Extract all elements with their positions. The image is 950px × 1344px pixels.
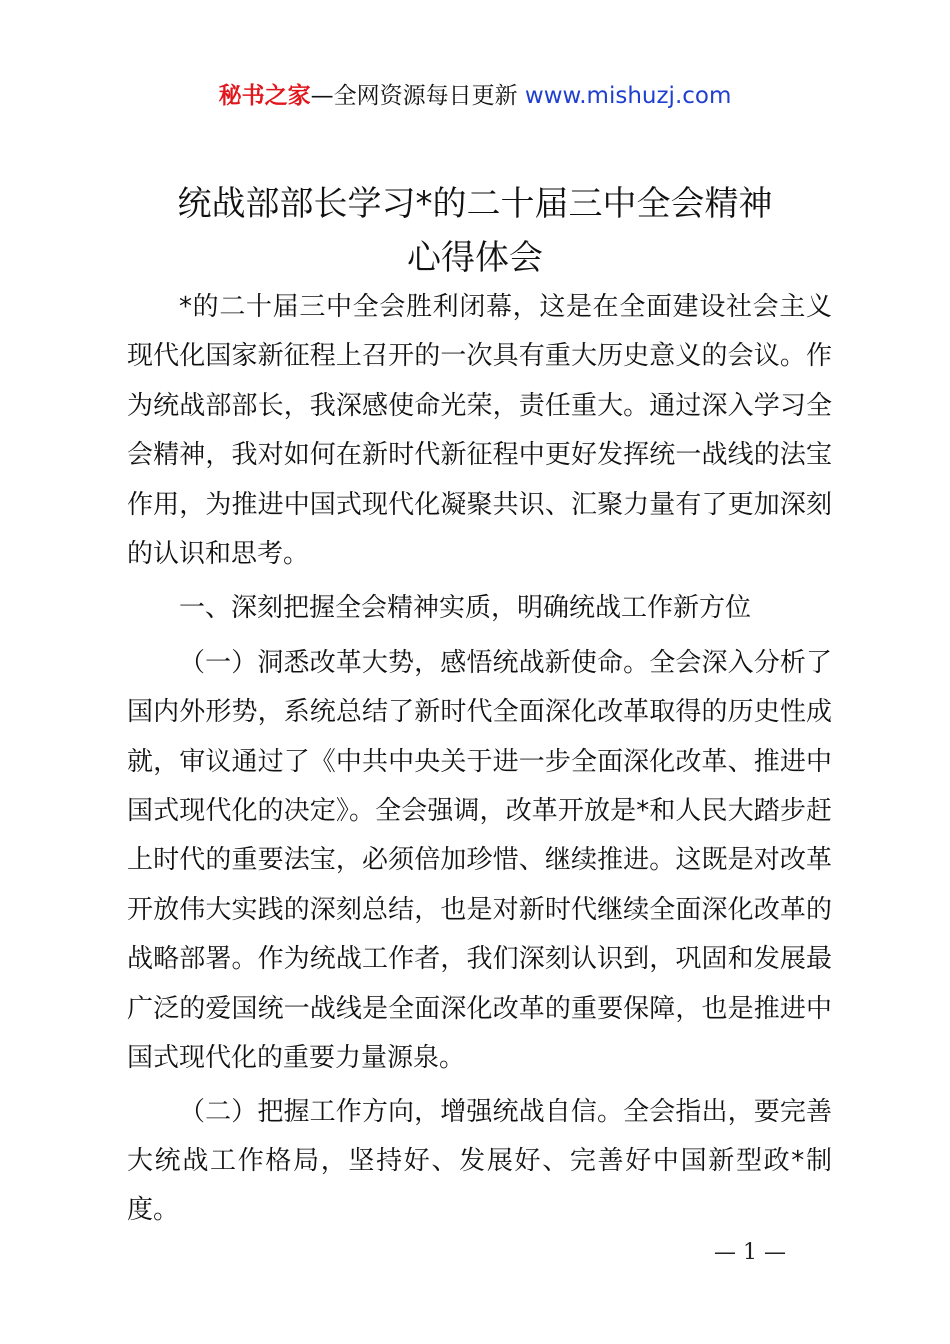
page-number: — 1 —	[714, 1240, 786, 1265]
subsection-1-paragraph: （一）洞悉改革大势，感悟统战新使命。全会深入分析了国内外形势，系统总结了新时代全面深化改革取得的历史性成就，审议通过了《中共中央关于进一步全面深化改革、推进中国式现代化的决定》。全会强调，改革开放是*和人民大踏步赶上时代的重要法宝，必须倍加珍惜、继续推进。这既是对改革开放伟大实践的深刻总结，也是对新时代继续全面深化改革的战略部署。作为统战工作者，我们深刻认识到，巩固和发展最广泛的爱国统一战线是全面深化改革的重要保障，也是推进中国式现代化的重要力量源泉。	[127, 647, 832, 1074]
subsection-2-paragraph: （二）把握工作方向，增强统战自信。全会指出，要完善大统战工作格局，坚持好、发展好、完善好中国新型政*制度。	[127, 1096, 832, 1226]
site-tagline: —全网资源每日更新	[310, 83, 525, 109]
section-1-heading: 一、深刻把握全会精神实质，明确统战工作新方位	[179, 593, 752, 624]
document-title-line-2: 心得体会	[407, 238, 543, 278]
site-url-link[interactable]: www.mishuzj.com	[524, 83, 732, 109]
site-header	[0, 80, 950, 112]
intro-paragraph: *的二十届三中全会胜利闭幕，这是在全面建设社会主义现代化国家新征程上召开的一次具有重大历史意义的会议。作为统战部部长，我深感使命光荣，责任重大。通过深入学习全会精神，我对如何在新时代新征程中更好发挥统一战线的法宝作用，为推进中国式现代化凝聚共识、汇聚力量有了更加深刻的认识和思考。	[127, 292, 832, 570]
document-title-line-1: 统战部部长学习*的二十届三中全会精神	[177, 184, 773, 224]
document-body	[127, 283, 832, 1236]
site-brand: 秘书之家	[218, 83, 311, 109]
